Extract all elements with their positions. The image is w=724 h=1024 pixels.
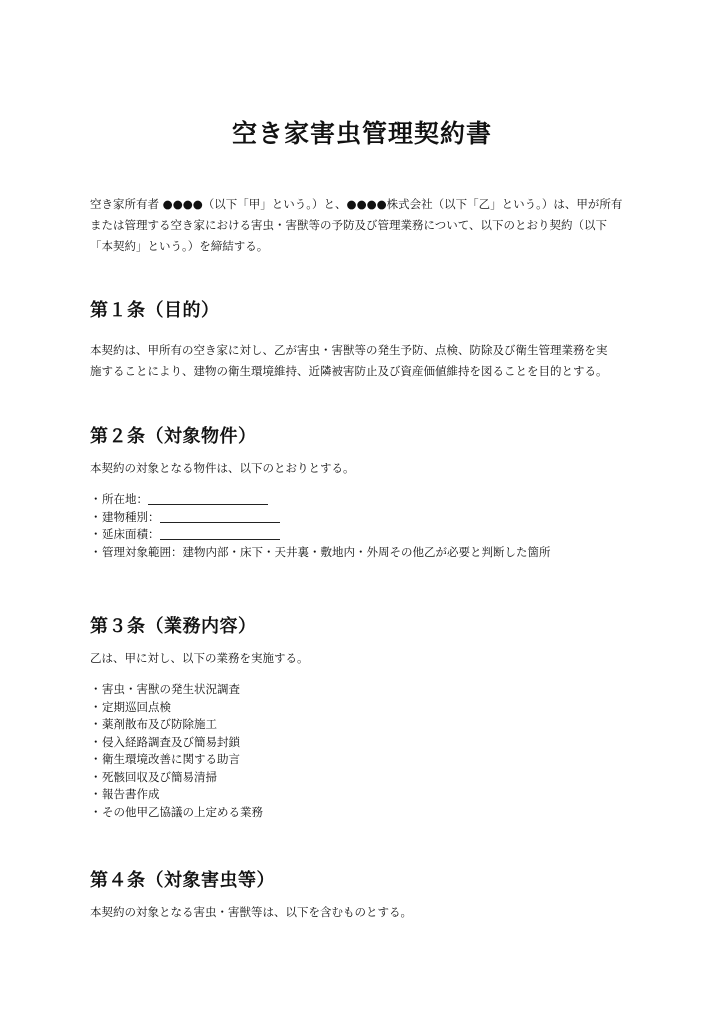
body-line: 乙は、甲に対し、以下の業務を実施する。 xyxy=(90,651,309,665)
list-item xyxy=(90,491,650,509)
bullet-mark: ・ xyxy=(90,699,102,714)
intro-paragraph xyxy=(90,194,640,257)
article-heading: 第１条（目的） xyxy=(90,300,220,321)
list-item xyxy=(90,734,650,752)
item-label: 害虫・害獣の発生状況調査 xyxy=(102,682,240,696)
intro-line: 「本契約」という。）を締結する。 xyxy=(90,239,269,253)
bullet-mark: ・ xyxy=(90,527,102,541)
intro-line: 空き家所有者 ●●●●（以下「甲」という。）と、●●●●株式会社（以下「乙」という。）は、甲が所有 xyxy=(90,197,623,211)
document-title: 空き家害虫管理契約書 xyxy=(231,119,492,148)
services-list xyxy=(90,681,650,821)
list-item xyxy=(90,716,650,734)
article-body xyxy=(90,458,650,479)
article-heading: 第４条（対象害虫等） xyxy=(90,870,275,891)
article-body xyxy=(90,340,650,382)
article-body xyxy=(90,902,650,923)
bullet-mark: ・ xyxy=(90,787,102,801)
item-label: 衛生環境改善に関する助言 xyxy=(102,752,240,766)
blank-fill-line xyxy=(160,510,280,523)
article-2 xyxy=(90,424,650,561)
body-line: 本契約の対象となる害虫・害獣等は、以下を含むものとする。 xyxy=(90,905,412,919)
property-list xyxy=(90,491,650,561)
article-4 xyxy=(90,868,650,923)
body-line: 本契約は、甲所有の空き家に対し、乙が害虫・害獣等の発生予防、点検、防除及び衛生管理業務を実 xyxy=(90,343,608,357)
article-body xyxy=(90,648,650,669)
list-item xyxy=(90,681,650,699)
bullet-mark: ・ xyxy=(90,752,102,766)
item-label: 侵入経路調査及び簡易封鎖 xyxy=(102,734,240,749)
article-1 xyxy=(90,298,650,382)
bullet-mark: ・ xyxy=(90,804,102,819)
list-item xyxy=(90,751,650,769)
item-label: 報告書作成 xyxy=(102,787,160,801)
body-line: 本契約の対象となる物件は、以下のとおりとする。 xyxy=(90,461,355,475)
blank-fill-line xyxy=(160,527,280,540)
body-line: 施することにより、建物の衛生環境維持、近隣被害防止及び資産価値維持を図ることを目的とする。 xyxy=(90,364,608,378)
list-item xyxy=(90,769,650,787)
list-item xyxy=(90,526,650,544)
item-label: 定期巡回点検 xyxy=(102,699,171,714)
bullet-mark: ・ xyxy=(90,769,102,784)
item-label: その他甲乙協議の上定める業務 xyxy=(102,804,263,819)
blank-fill-line xyxy=(148,492,268,505)
article-heading: 第３条（業務内容） xyxy=(90,616,257,637)
article-3 xyxy=(90,614,650,821)
item-label: 管理対象範囲：建物内部・床下・天井裏・敷地内・外周その他乙が必要と判断した箇所 xyxy=(102,544,551,559)
list-item xyxy=(90,699,650,717)
intro-line: または管理する空き家における害虫・害獣等の予防及び管理業務について、以下のとおり契約（以下 xyxy=(90,218,608,232)
item-label: 建物種別： xyxy=(102,509,160,524)
list-item xyxy=(90,804,650,822)
bullet-mark: ・ xyxy=(90,717,102,731)
bullet-mark: ・ xyxy=(90,734,102,749)
item-label: 延床面積： xyxy=(102,527,160,541)
item-label: 所在地： xyxy=(102,492,148,506)
bullet-mark: ・ xyxy=(90,682,102,696)
bullet-mark: ・ xyxy=(90,509,102,524)
item-label: 薬剤散布及び防除施工 xyxy=(102,717,217,731)
item-label: 死骸回収及び簡易清掃 xyxy=(102,769,217,784)
list-item xyxy=(90,544,650,562)
list-item xyxy=(90,509,650,527)
list-item xyxy=(90,786,650,804)
article-heading: 第２条（対象物件） xyxy=(90,426,257,447)
bullet-mark: ・ xyxy=(90,544,102,559)
bullet-mark: ・ xyxy=(90,492,102,506)
